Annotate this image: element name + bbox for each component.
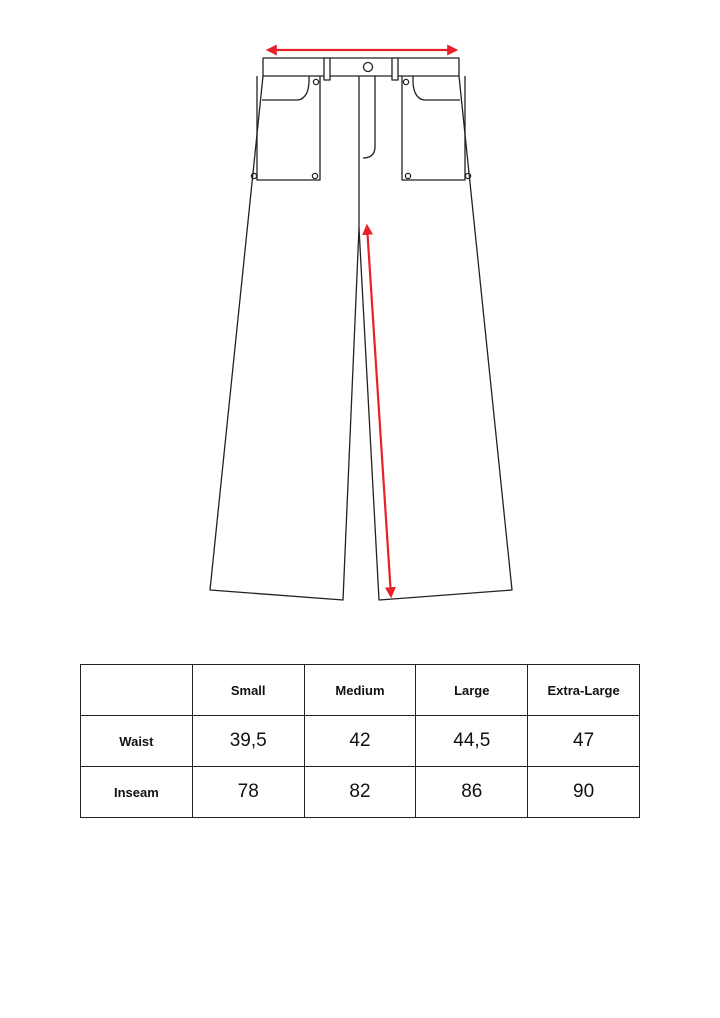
fly-stitch bbox=[363, 76, 375, 158]
left-leg bbox=[210, 76, 359, 600]
belt-loop-left bbox=[324, 58, 330, 80]
right-leg bbox=[359, 76, 512, 600]
inseam-extra-large: 90 bbox=[528, 767, 640, 818]
col-header-medium: Medium bbox=[304, 665, 416, 716]
size-chart-table bbox=[80, 664, 640, 818]
waist-medium: 42 bbox=[304, 716, 416, 767]
waist-large: 44,5 bbox=[416, 716, 528, 767]
inseam-medium: 82 bbox=[304, 767, 416, 818]
table-header-row bbox=[81, 665, 640, 716]
table-row bbox=[81, 767, 640, 818]
waist-small: 39,5 bbox=[192, 716, 304, 767]
col-header-extra-large: Extra-Large bbox=[528, 665, 640, 716]
cargo-pocket-right bbox=[402, 76, 465, 180]
front-pocket-right bbox=[413, 76, 460, 100]
col-header-small: Small bbox=[192, 665, 304, 716]
col-header-large: Large bbox=[416, 665, 528, 716]
waist-extra-large: 47 bbox=[528, 716, 640, 767]
row-label-waist: Waist bbox=[81, 716, 193, 767]
table-row bbox=[81, 716, 640, 767]
inseam-small: 78 bbox=[192, 767, 304, 818]
inseam-large: 86 bbox=[416, 767, 528, 818]
belt-loop-right bbox=[392, 58, 398, 80]
cargo-pocket-left bbox=[257, 76, 320, 180]
row-label-inseam: Inseam bbox=[81, 767, 193, 818]
inseam-measure-arrow bbox=[367, 226, 391, 596]
trousers-outline bbox=[210, 58, 512, 600]
front-pocket-left bbox=[262, 76, 309, 100]
corner-cell bbox=[81, 665, 193, 716]
waistband bbox=[263, 58, 459, 76]
